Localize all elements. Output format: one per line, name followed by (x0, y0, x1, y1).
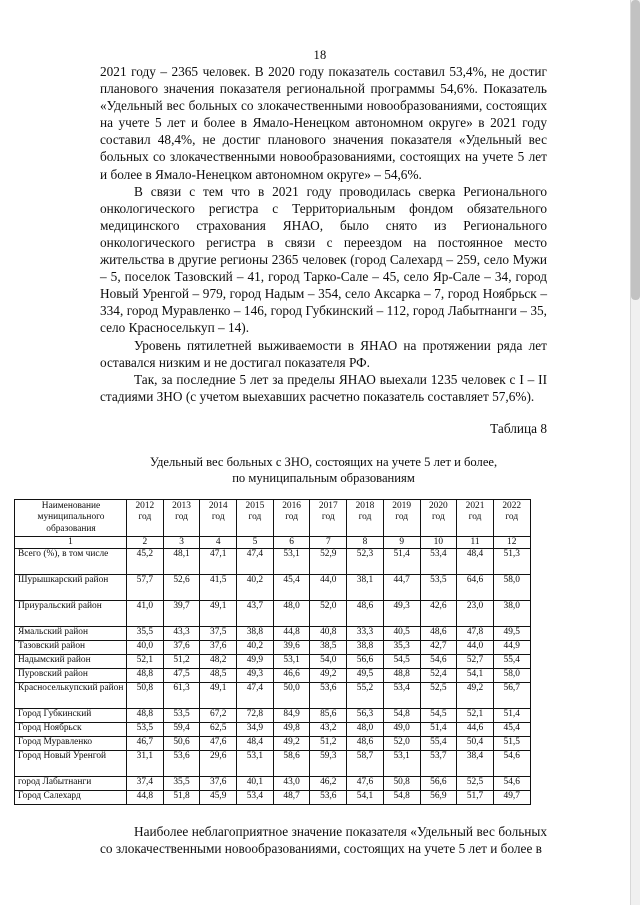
table-cell: 48,8 (383, 668, 420, 682)
table-cell: 53,1 (237, 750, 274, 776)
table-cell: 56,6 (347, 654, 384, 668)
table-cell: 52,6 (163, 574, 200, 600)
paragraph-1: 2021 году – 2365 человек. В 2020 году показатель составил 53,4%, не достиг планового значения показателя региональной программы 54,6%. Показатель «Удельный вес больных со злокачественными новообразованиями, состоящих на учете 5 лет и более в Ямало-Ненецком автономном округе» в 2021 году составил 48,4%, не достиг планового значения показателя «Удельный вес больных со злокачественными новообразованиями, состоящих на учете 5 лет и более в Ямало-Ненецком автономном округе» – 54,6%. (100, 64, 547, 182)
table-cell: 53,6 (163, 750, 200, 776)
table-cell: 38,4 (457, 750, 494, 776)
table-cell: 35,5 (163, 776, 200, 790)
colnum-8: 8 (347, 536, 384, 548)
table-cell: 53,4 (420, 548, 457, 574)
header-year-2021: 2021 год (457, 499, 494, 536)
table-cell: 39,7 (163, 600, 200, 626)
table-cell: 47,4 (237, 548, 274, 574)
table-cell: 50,0 (273, 682, 310, 708)
table-cell: 40,8 (310, 626, 347, 640)
header-year-2018: 2018 год (347, 499, 384, 536)
table-cell: 58,7 (347, 750, 384, 776)
table-cell: 85,6 (310, 708, 347, 722)
table-cell: 51,4 (383, 548, 420, 574)
table-cell: 47,4 (237, 682, 274, 708)
table-cell: 49,2 (310, 668, 347, 682)
table-row (15, 736, 531, 750)
table-cell: 43,3 (163, 626, 200, 640)
table-cell: 53,6 (310, 682, 347, 708)
table-cell: 46,2 (310, 776, 347, 790)
table-cell: 34,9 (237, 722, 274, 736)
page-number: 18 (313, 48, 327, 62)
table-cell: 38,1 (347, 574, 384, 600)
table-cell: 43,2 (310, 722, 347, 736)
row-label: Тазовский район (15, 640, 127, 654)
paragraph-3: Уровень пятилетней выживаемости в ЯНАО на протяжении ряда лет оставался низким и не достигал показателя РФ. (100, 337, 547, 370)
table-cell: 49,3 (237, 668, 274, 682)
header-name: Наименование муниципального образования (15, 499, 127, 536)
table-body (15, 548, 531, 804)
table-head (15, 499, 531, 548)
table-cell: 54,6 (493, 776, 530, 790)
table-cell: 49,8 (273, 722, 310, 736)
table-cell: 51,3 (493, 548, 530, 574)
table-cell: 47,6 (200, 736, 237, 750)
table-cell: 53,4 (383, 682, 420, 708)
table-title-line-2: по муниципальным образованиям (232, 470, 415, 485)
table-cell: 51,8 (163, 790, 200, 804)
table-row (15, 790, 531, 804)
table-cell: 53,1 (273, 548, 310, 574)
table-cell: 56,9 (420, 790, 457, 804)
table-cell: 54,8 (383, 708, 420, 722)
table-cell: 49,1 (200, 600, 237, 626)
colnum-4: 4 (200, 536, 237, 548)
table-cell: 37,6 (163, 640, 200, 654)
header-year-2019: 2019 год (383, 499, 420, 536)
table-cell: 57,7 (127, 574, 164, 600)
table-cell: 51,2 (163, 654, 200, 668)
table-cell: 52,1 (127, 654, 164, 668)
table-cell: 37,4 (127, 776, 164, 790)
header-year-2022: 2022 год (493, 499, 530, 536)
colnum-10: 10 (420, 536, 457, 548)
table-cell: 48,6 (420, 626, 457, 640)
colnum-3: 3 (163, 536, 200, 548)
table-container (0, 486, 640, 805)
table-cell: 67,2 (200, 708, 237, 722)
table-cell: 53,5 (163, 708, 200, 722)
table-cell: 48,4 (457, 548, 494, 574)
table-cell: 48,4 (237, 736, 274, 750)
table-cell: 56,6 (420, 776, 457, 790)
table-cell: 64,6 (457, 574, 494, 600)
table-cell: 59,3 (310, 750, 347, 776)
table-cell: 40,2 (237, 640, 274, 654)
municipalities-table (14, 499, 531, 805)
table-cell: 52,4 (420, 668, 457, 682)
table-cell: 44,0 (457, 640, 494, 654)
table-cell: 49,1 (200, 682, 237, 708)
table-cell: 54,6 (420, 654, 457, 668)
header-year-2013: 2013 год (163, 499, 200, 536)
table-row (15, 574, 531, 600)
table-cell: 52,5 (420, 682, 457, 708)
table-cell: 48,1 (163, 548, 200, 574)
table-cell: 52,0 (310, 600, 347, 626)
table-cell: 49,9 (237, 654, 274, 668)
colnum-6: 6 (273, 536, 310, 548)
table-cell: 54,5 (383, 654, 420, 668)
header-year-2015: 2015 год (237, 499, 274, 536)
table-row (15, 654, 531, 668)
table-row (15, 776, 531, 790)
table-cell: 45,4 (273, 574, 310, 600)
colnum-5: 5 (237, 536, 274, 548)
table-row (15, 750, 531, 776)
table-cell: 44,9 (493, 640, 530, 654)
table-cell: 35,5 (127, 626, 164, 640)
table-row (15, 708, 531, 722)
table-cell: 61,3 (163, 682, 200, 708)
table-cell: 29,6 (200, 750, 237, 776)
table-cell: 56,7 (493, 682, 530, 708)
table-cell: 52,3 (347, 548, 384, 574)
table-cell: 48,7 (273, 790, 310, 804)
header-year-2017: 2017 год (310, 499, 347, 536)
document-content (0, 63, 640, 486)
table-cell: 49,2 (457, 682, 494, 708)
row-label: Надымский район (15, 654, 127, 668)
table-cell: 45,4 (493, 722, 530, 736)
table-cell: 48,6 (347, 600, 384, 626)
row-label: город Лабытнанги (15, 776, 127, 790)
table-cell: 43,0 (273, 776, 310, 790)
table-cell: 35,3 (383, 640, 420, 654)
table-cell: 53,5 (127, 722, 164, 736)
table-cell: 41,5 (200, 574, 237, 600)
table-cell: 38,8 (237, 626, 274, 640)
table-cell: 50,4 (457, 736, 494, 750)
table-cell: 42,7 (420, 640, 457, 654)
scrollbar-thumb[interactable] (631, 0, 640, 300)
header-year-2016: 2016 год (273, 499, 310, 536)
colnum-12: 12 (493, 536, 530, 548)
table-column-number-row (15, 536, 531, 548)
colnum-11: 11 (457, 536, 494, 548)
table-cell: 53,4 (237, 790, 274, 804)
table-cell: 44,0 (310, 574, 347, 600)
colnum-7: 7 (310, 536, 347, 548)
table-cell: 39,6 (273, 640, 310, 654)
table-cell: 53,1 (273, 654, 310, 668)
table-cell: 52,5 (457, 776, 494, 790)
table-cell: 55,2 (347, 682, 384, 708)
table-cell: 51,2 (310, 736, 347, 750)
table-cell: 54,6 (493, 750, 530, 776)
table-cell: 31,1 (127, 750, 164, 776)
table-cell: 54,5 (420, 708, 457, 722)
table-cell: 23,0 (457, 600, 494, 626)
table-cell: 84,9 (273, 708, 310, 722)
table-cell: 37,6 (200, 776, 237, 790)
scrollbar-track[interactable] (630, 0, 640, 905)
table-cell: 44,8 (273, 626, 310, 640)
table-cell: 44,6 (457, 722, 494, 736)
table-cell: 43,7 (237, 600, 274, 626)
table-cell: 49,0 (383, 722, 420, 736)
row-label: Город Губкинский (15, 708, 127, 722)
table-cell: 51,4 (420, 722, 457, 736)
colnum-2: 2 (127, 536, 164, 548)
table-cell: 58,6 (273, 750, 310, 776)
paragraph-4: Так, за последние 5 лет за пределы ЯНАО выехали 1235 человек с I – II стадиями ЗНО (с учетом выехавших расчетно показатель составляет 57,6%). (100, 371, 547, 404)
table-cell: 38,5 (310, 640, 347, 654)
table-cell: 40,5 (383, 626, 420, 640)
row-label: Красноселькупский район (15, 682, 127, 708)
row-label: Всего (%), в том числе (15, 548, 127, 574)
table-cell: 53,1 (383, 750, 420, 776)
header-year-2014: 2014 год (200, 499, 237, 536)
table-row (15, 682, 531, 708)
table-cell: 44,7 (383, 574, 420, 600)
table-cell: 54,1 (347, 790, 384, 804)
table-cell: 54,0 (310, 654, 347, 668)
row-label: Город Салехард (15, 790, 127, 804)
row-label: Приуральский район (15, 600, 127, 626)
table-row (15, 668, 531, 682)
table-cell: 42,6 (420, 600, 457, 626)
table-cell: 48,0 (347, 722, 384, 736)
table-cell: 33,3 (347, 626, 384, 640)
header-year-2020: 2020 год (420, 499, 457, 536)
table-cell: 48,8 (127, 708, 164, 722)
table-cell: 48,5 (200, 668, 237, 682)
table-cell: 48,0 (273, 600, 310, 626)
row-label: Пуровский район (15, 668, 127, 682)
table-header-row (15, 499, 531, 536)
row-label: Ямальский район (15, 626, 127, 640)
table-cell: 50,8 (383, 776, 420, 790)
table-cell: 54,1 (457, 668, 494, 682)
table-cell: 48,6 (347, 736, 384, 750)
table-cell: 72,8 (237, 708, 274, 722)
table-cell: 51,7 (457, 790, 494, 804)
table-cell: 47,1 (200, 548, 237, 574)
table-cell: 49,7 (493, 790, 530, 804)
table-label: Таблица 8 (490, 420, 547, 436)
row-label: Город Муравленко (15, 736, 127, 750)
table-cell: 59,4 (163, 722, 200, 736)
table-cell: 47,5 (163, 668, 200, 682)
table-cell: 58,0 (493, 668, 530, 682)
table-row (15, 722, 531, 736)
table-cell: 51,5 (493, 736, 530, 750)
closing-content (0, 805, 640, 857)
table-row (15, 626, 531, 640)
table-row (15, 600, 531, 626)
table-cell: 40,2 (237, 574, 274, 600)
table-cell: 58,0 (493, 574, 530, 600)
table-cell: 38,0 (493, 600, 530, 626)
table-cell: 41,0 (127, 600, 164, 626)
table-cell: 49,2 (273, 736, 310, 750)
table-cell: 49,3 (383, 600, 420, 626)
table-row (15, 640, 531, 654)
table-cell: 44,8 (127, 790, 164, 804)
table-cell: 54,8 (383, 790, 420, 804)
table-cell: 62,5 (200, 722, 237, 736)
table-cell: 40,1 (237, 776, 274, 790)
table-cell: 50,6 (163, 736, 200, 750)
table-cell: 47,6 (347, 776, 384, 790)
table-title-line-1: Удельный вес больных с ЗНО, состоящих на учете 5 лет и более, (149, 454, 498, 469)
closing-paragraph: Наиболее неблагоприятное значение показателя «Удельный вес больных со злокачественными новообразованиями, состоящих на учете 5 лет и более в (100, 823, 547, 856)
table-cell: 45,2 (127, 548, 164, 574)
table-cell: 48,8 (127, 668, 164, 682)
row-label: Шурышкарский район (15, 574, 127, 600)
table-cell: 49,5 (347, 668, 384, 682)
table-cell: 50,8 (127, 682, 164, 708)
colnum-1: 1 (15, 536, 127, 548)
table-cell: 48,2 (200, 654, 237, 668)
table-cell: 46,7 (127, 736, 164, 750)
colnum-9: 9 (383, 536, 420, 548)
table-cell: 37,6 (200, 640, 237, 654)
row-label: Город Новый Уренгой (15, 750, 127, 776)
table-cell: 51,4 (493, 708, 530, 722)
table-cell: 47,8 (457, 626, 494, 640)
table-cell: 49,5 (493, 626, 530, 640)
table-cell: 52,7 (457, 654, 494, 668)
table-cell: 53,5 (420, 574, 457, 600)
table-cell: 45,9 (200, 790, 237, 804)
table-cell: 55,4 (493, 654, 530, 668)
table-cell: 55,4 (420, 736, 457, 750)
table-cell: 52,1 (457, 708, 494, 722)
paragraph-2: В связи с тем что в 2021 году проводилась сверка Регионального онкологического регистра с Территориальным фондом обязательного медицинского страхования ЯНАО, было снято из Регионального онкологического регистра в связи с переездом на постоянное место жительства в другие регионы 2365 человек (город Салехард – 259, село Мужи – 5, поселок Тазовский – 41, город Тарко-Сале – 45, село Яр-Сале – 34, город Новый Уренгой – 979, город Надым – 354, село Аксарка – 7, город Ноябрьск – 334, город Муравленко – 146, город Губкинский – 112, город Лабытнанги – 35, село Красноселькуп – 14). (100, 183, 547, 336)
header-year-2012: 2012 год (127, 499, 164, 536)
table-cell: 56,3 (347, 708, 384, 722)
table-row (15, 548, 531, 574)
table-cell: 53,6 (310, 790, 347, 804)
table-cell: 37,5 (200, 626, 237, 640)
table-cell: 38,8 (347, 640, 384, 654)
table-cell: 52,9 (310, 548, 347, 574)
table-cell: 53,7 (420, 750, 457, 776)
row-label: Город Ноябрьск (15, 722, 127, 736)
table-cell: 40,0 (127, 640, 164, 654)
table-cell: 52,0 (383, 736, 420, 750)
table-cell: 46,6 (273, 668, 310, 682)
